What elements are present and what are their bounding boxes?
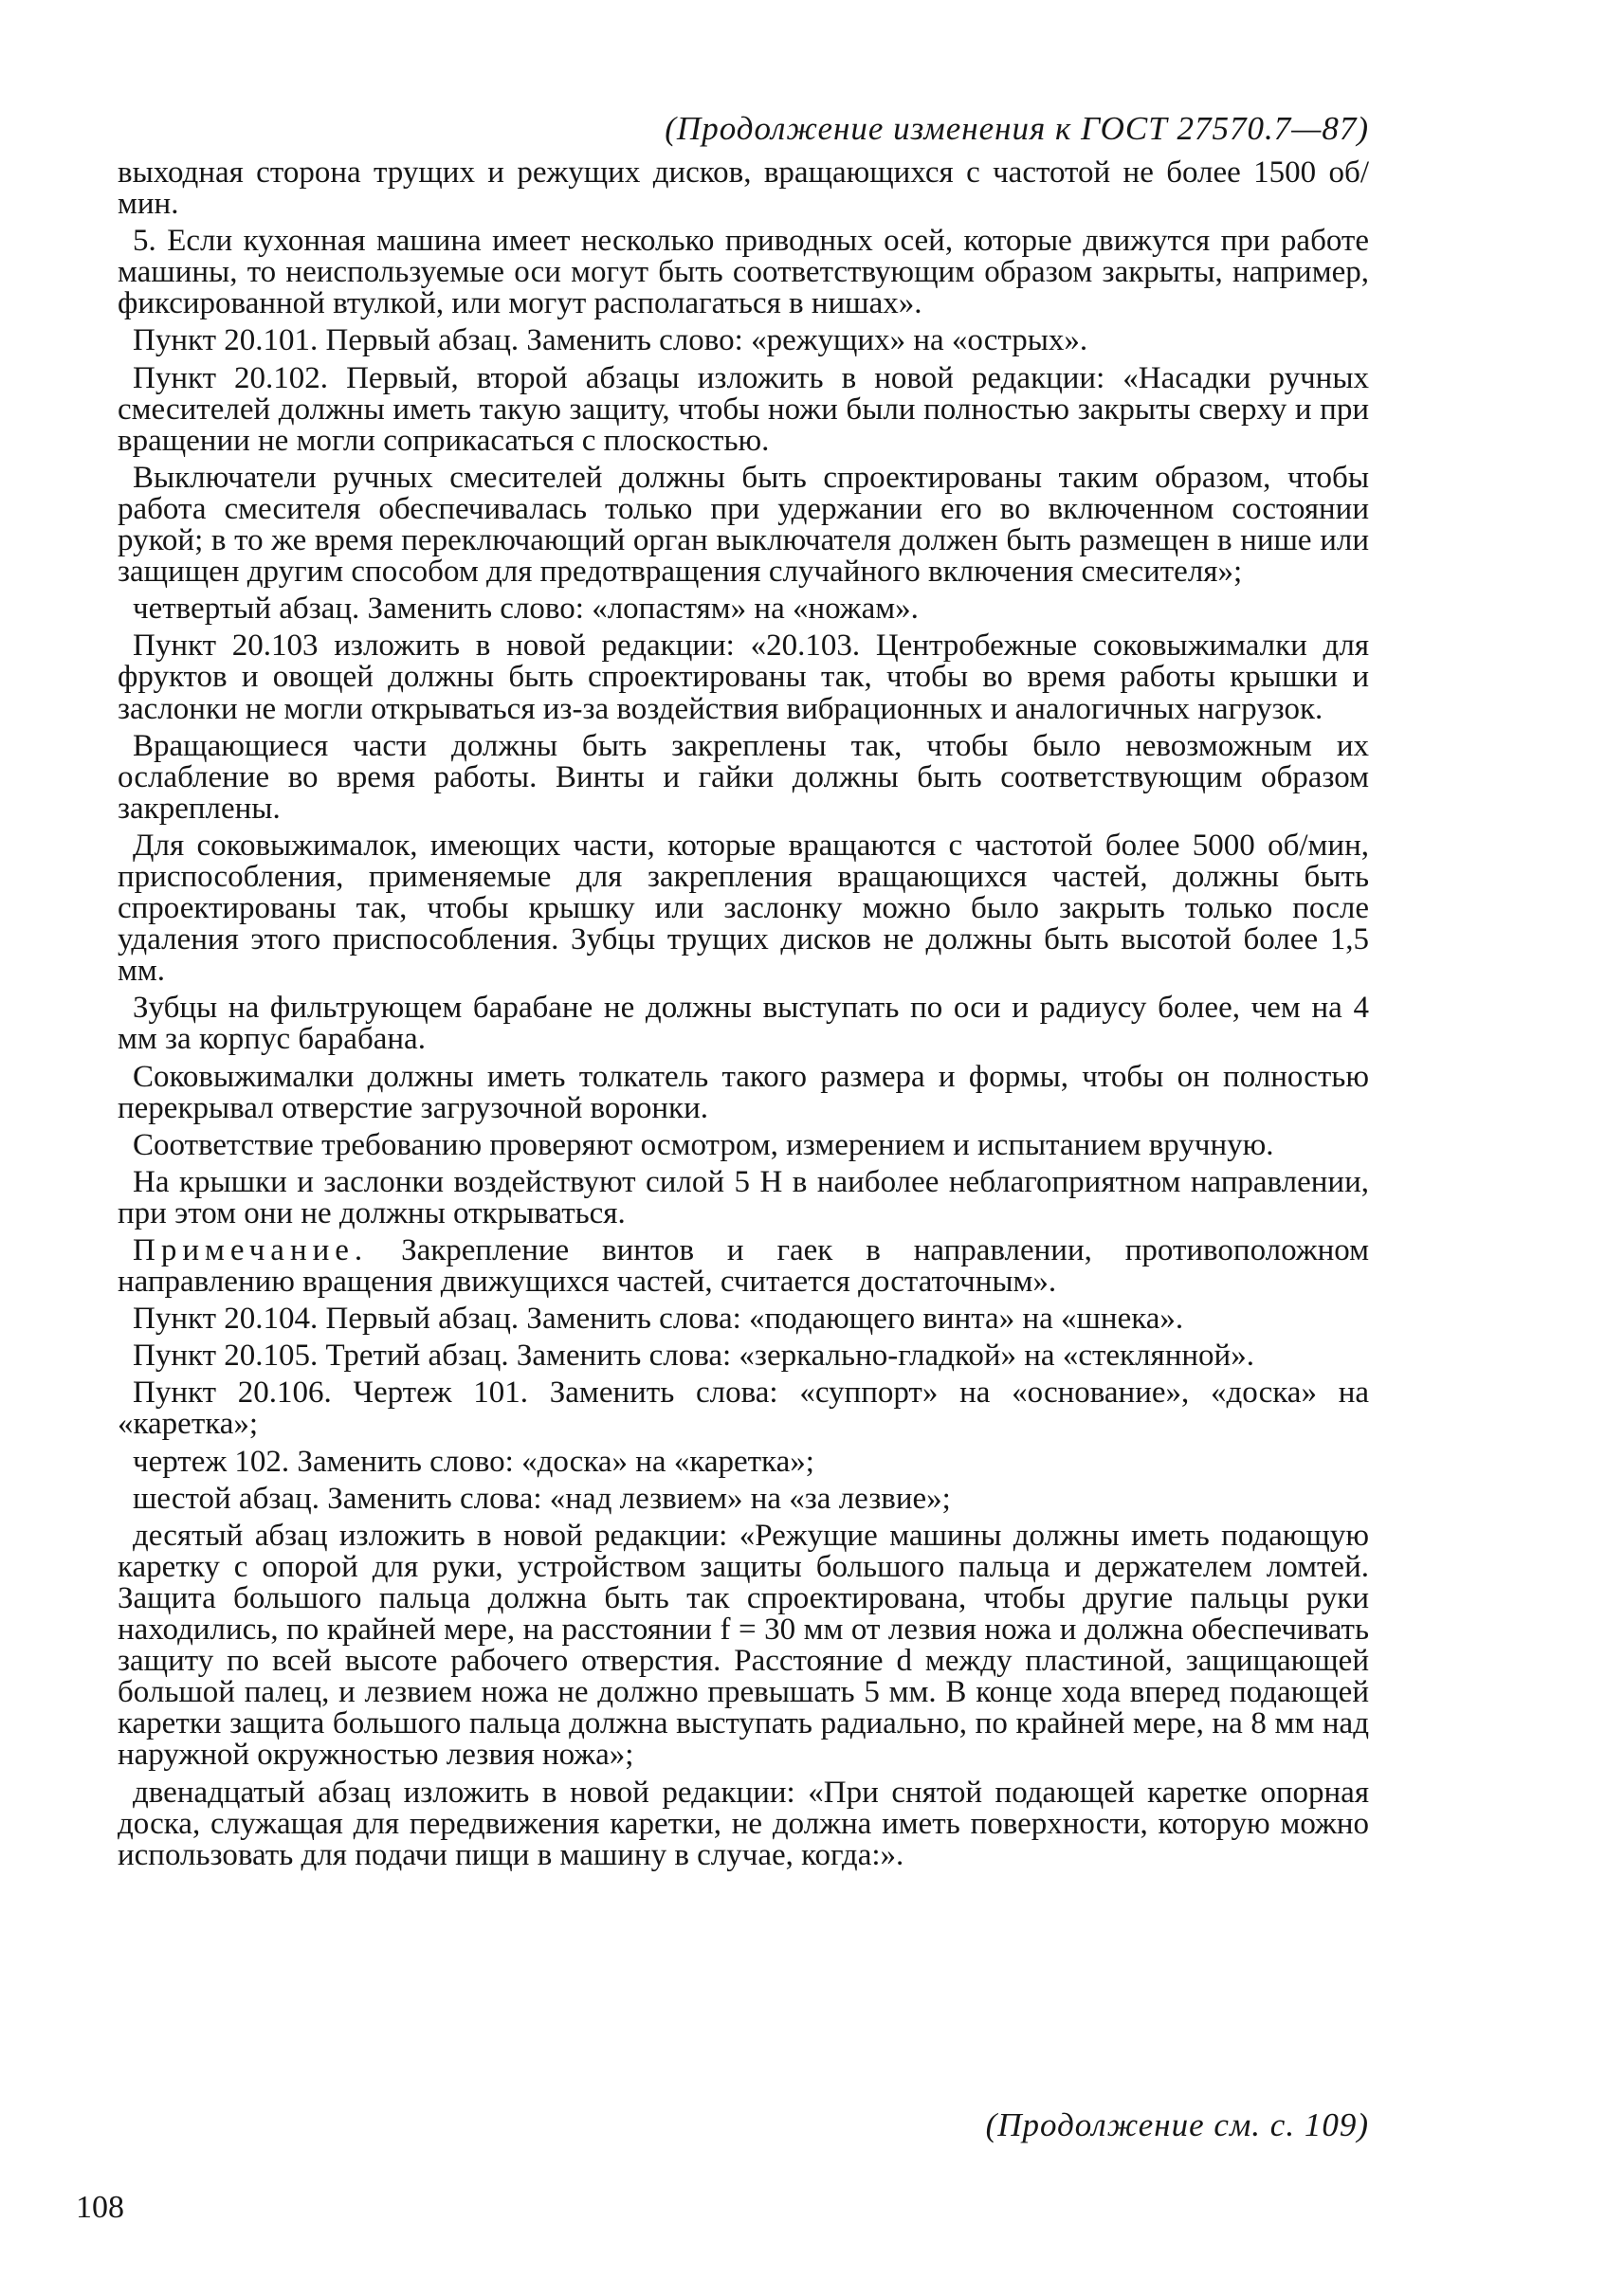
- paragraph: Соответствие требованию проверяют осмотром, измерением и испытанием вручную.: [133, 1127, 1274, 1162]
- paragraph: Пункт 20.106. Чертеж 101. Заменить слова: «суппорт» на «основание», «доска» на «каретка»;: [118, 1376, 1369, 1442]
- paragraph: чертеж 102. Заменить слово: «доска» на «каретка»;: [133, 1444, 814, 1479]
- note-text: Закрепление винтов и гаек в направлении, противоположном направлению вращения движущихся частей, считается достаточным».: [118, 1233, 1369, 1300]
- page-number: 108: [76, 2190, 124, 2225]
- paragraph: четвертый абзац. Заменить слово: «лопастям» на «ножам».: [133, 592, 919, 627]
- paragraph: Выключатели ручных смесителей должны быть спроектированы таким образом, чтобы работа смесителя обеспечивалась только при удержании его во включенном состоянии рукой; в то же время переключающий орган выключателя должен быть размещен в нише или защищен другим способом для предотвращения случайного включения смесителя»;: [118, 460, 1369, 590]
- paragraph: Пункт 20.101. Первый абзац. Заменить слово: «режущих» на «острых».: [133, 323, 1088, 358]
- running-head: (Продолжение изменения к ГОСТ 27570.7—87): [665, 110, 1369, 147]
- paragraph: Для соковыжималок, имеющих части, которые вращаются с частотой более 5000 об/мин, приспособления, применяемые для закрепления вращающихся частей, должны быть спроектированы так, чтобы крышку или заслонку можно было закрыть только после удаления этого приспособления. Зубцы трущих дисков не должны быть высотой более 1,5 мм.: [118, 828, 1369, 989]
- paragraph: Вращающиеся части должны быть закреплены так, чтобы было невозможным их ослабление во время работы. Винты и гайки должны быть соответствующим образом закреплены.: [118, 728, 1369, 826]
- paragraph: шестой абзац. Заменить слова: «над лезвием» на «за лезвие»;: [133, 1481, 951, 1516]
- paragraph: Пункт 20.102. Первый, второй абзацы изложить в новой редакции: «Насадки ручных смесителей должны иметь такую защиту, чтобы ножи были полностью закрыты сверху и при вращении не могли соприкасаться с плоскостью.: [118, 360, 1369, 458]
- paragraph: На крышки и заслонки воздействуют силой 5 Н в наиболее неблагоприятном направлении, при этом они не должны открываться.: [118, 1164, 1369, 1230]
- paragraph: Пункт 20.105. Третий абзац. Заменить слова: «зеркально-гладкой» на «стеклянной».: [133, 1339, 1254, 1374]
- paragraph: Зубцы на фильтрующем барабане не должны выступать по оси и радиусу более, чем на 4 мм за корпус барабана.: [118, 991, 1369, 1057]
- paragraph: Пункт 20.103 изложить в новой редакции: «20.103. Центробежные соковыжималки для фруктов и овощей должны быть спроектированы так, чтобы во время работы крышки и заслонки не могли открываться из-за воздействия вибрационных и аналогичных нагрузок.: [118, 629, 1369, 726]
- paragraph: десятый абзац изложить в новой редакции: «Режущие машины должны иметь подающую каретку с опорой для руки, устройством защиты большого пальца и держателем ломтей. Защита большого пальца должна быть так спроектирована, чтобы другие пальцы руки находились, по крайней мере, на расстоянии f = 30 мм от лезвия ножа и должна обеспечивать защиту по всей высоте рабочего отверстия. Расстояние d между пластиной, защищающей большой палец, и лезвием ножа не должно превышать 5 мм. В конце хода вперед подающей каретки защита большого пальца должна выступать радиально, по крайней мере, на 8 мм над наружной окружностью лезвия ножа»;: [118, 1518, 1369, 1773]
- continuation-note: (Продолжение см. с. 109): [985, 2106, 1369, 2143]
- paragraph: двенадцатый абзац изложить в новой редакции: «При снятой подающей каретке опорная доска, служащая для передвижения каретки, не должна иметь поверхности, которую можно использовать для подачи пищи в машину в случае, когда:».: [118, 1775, 1369, 1872]
- paragraph: Пункт 20.104. Первый абзац. Заменить слова: «подающего винта» на «шнека».: [133, 1302, 1184, 1337]
- note-paragraph: [118, 1235, 1369, 1298]
- paragraph: выходная сторона трущих и режущих дисков, вращающихся с частотой не более 1500 об/мин.: [118, 155, 1369, 222]
- paragraph: Соковыжималки должны иметь толкатель такого размера и формы, чтобы он полностью перекрывал отверстие загрузочной воронки.: [118, 1059, 1369, 1125]
- note-label: Примечание.: [133, 1233, 369, 1267]
- body-text: [118, 157, 1369, 1877]
- paragraph: 5. Если кухонная машина имеет несколько приводных осей, которые движутся при работе машины, то неиспользуемые оси могут быть соответствующим образом закрыты, например, фиксированной втулкой, или могут располагаться в нишах».: [118, 224, 1369, 321]
